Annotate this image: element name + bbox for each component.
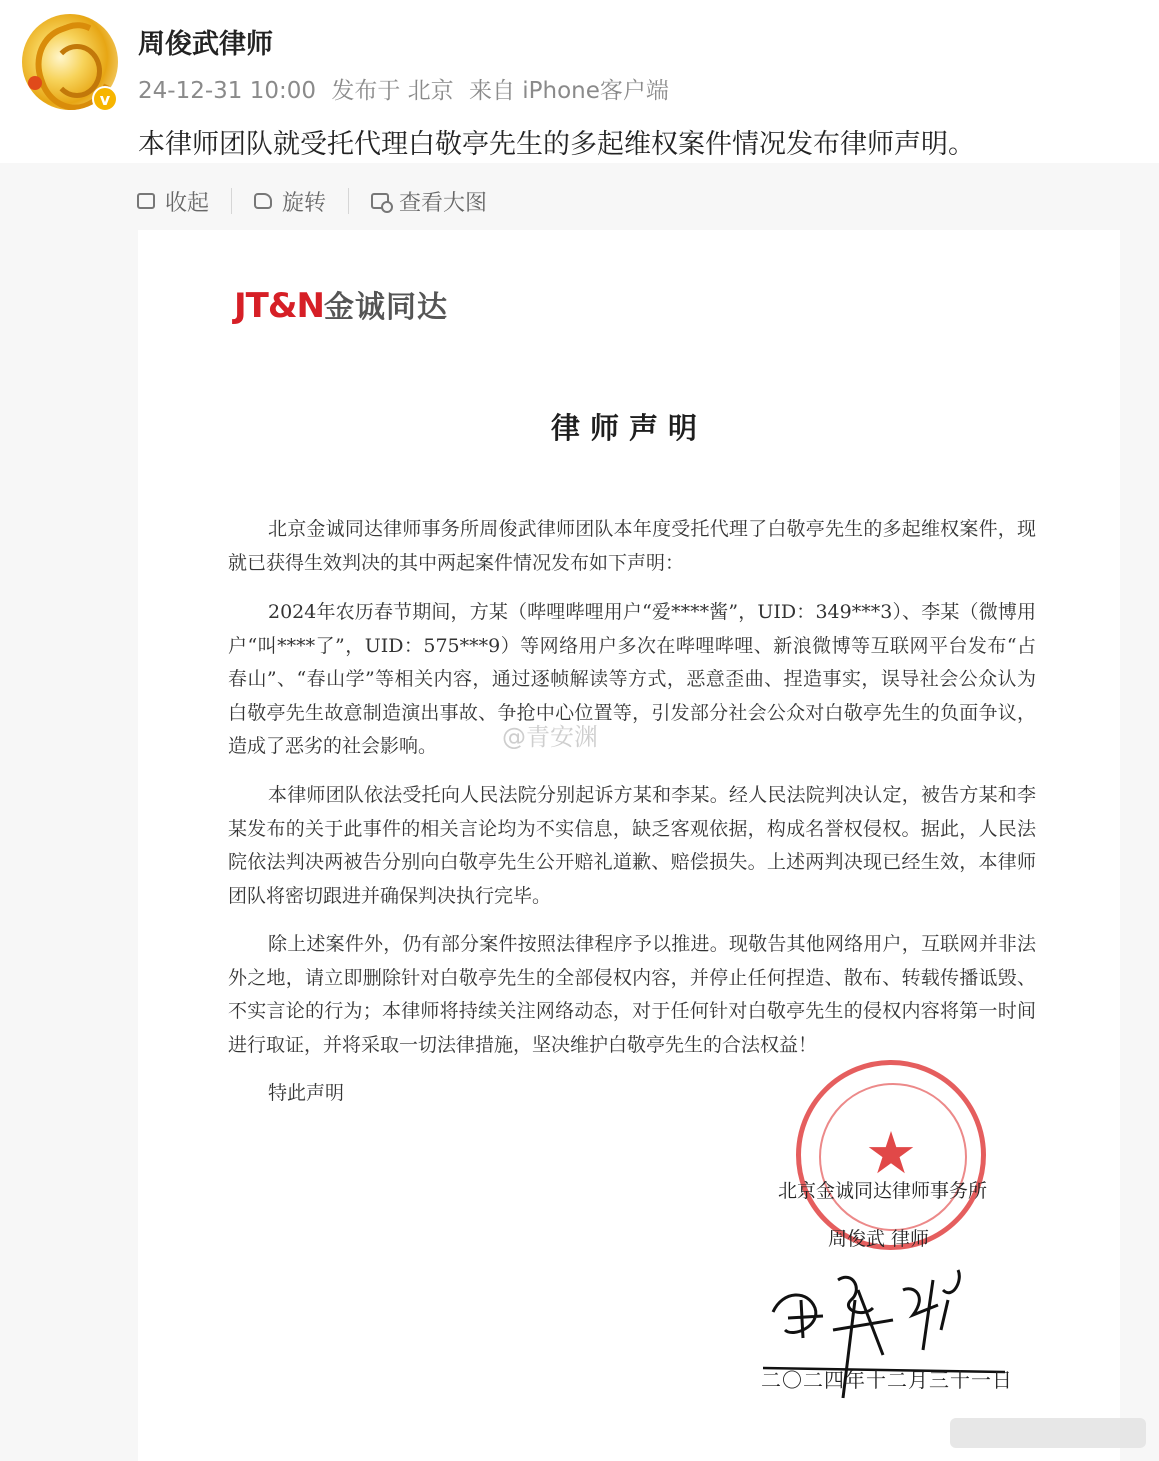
post-location: 发布于 北京 [331, 78, 454, 104]
view-large-button[interactable] [371, 186, 487, 217]
post-time[interactable]: 24-12-31 10:00 [138, 78, 316, 104]
logo-cn: 金诚同达 [323, 290, 448, 325]
post-source: 来自 iPhone客户端 [468, 78, 669, 104]
view-large-icon [371, 193, 389, 209]
image-watermark: @青安渊 [502, 723, 598, 751]
paragraph-3: 本律师团队依法受托向人民法院分别起诉方某和李某。经人民法院判决认定，被告方某和李某发布的关于此事件的相关言论均为不实信息，缺乏客观依据，构成名誉权侵权。据此，人民法院依法判决两被告分别向白敬亭先生公开赔礼道歉、赔偿损失。上述两判决现已经生效，本律师团队将密切跟进并确保判决执行完毕。 [228, 784, 1036, 907]
official-seal [796, 1060, 986, 1250]
collapse-button[interactable] [137, 186, 209, 217]
paragraph-2: 2024年农历春节期间，方某（哔哩哔哩用户“爱****酱”，UID：349***3）、李某（微博用户“叫****了”，UID：575***9）等网络用户多次在哔哩哔哩、新浪微博等互联网平台发布“占春山”、“春山学”等相关内容，通过逐帧解读等方式，恶意歪曲、捏造事实，误导社会公众认为白敬亭先生故意制造演出事故、争抢中心位置等，引发部分社会公众对白敬亭先生的负面争议，造成了恶劣的社会影响。 [228, 601, 1036, 757]
star-icon: ★ [865, 1119, 917, 1187]
toolbar-divider [348, 188, 349, 214]
collapse-label: 收起 [165, 190, 210, 216]
statement-image[interactable] [138, 230, 1120, 1461]
rotate-icon [254, 193, 272, 209]
image-toolbar [137, 185, 487, 217]
statement-date: 二〇二四年十二月三十一日 [761, 1368, 1013, 1392]
paragraph-1: 北京金诚同达律师事务所周俊武律师团队本年度受托代理了白敬亭先生的多起维权案件，现就已获得生效判决的其中两起案件情况发布如下声明： [228, 518, 1036, 574]
logo-en: JT&N [234, 286, 324, 326]
pearl-icon [28, 76, 42, 90]
lawyer-name: 周俊武 律师 [828, 1228, 930, 1250]
verified-badge-icon: v [92, 86, 118, 112]
document-title: 律师声明 [550, 411, 707, 445]
username[interactable]: 周俊武律师 [138, 29, 273, 60]
rotate-button[interactable] [254, 186, 326, 217]
rotate-label: 旋转 [282, 190, 327, 216]
closing-text: 特此声明 [268, 1082, 345, 1104]
view-large-label: 查看大图 [399, 190, 488, 216]
bottom-watermark [950, 1418, 1146, 1448]
firm-name: 北京金诚同达律师事务所 [778, 1180, 988, 1202]
firm-logo [234, 282, 448, 326]
paragraph-4: 除上述案件外，仍有部分案件按照法律程序予以推进。现敬告其他网络用户，互联网并非法外之地，请立即删除针对白敬亭先生的全部侵权内容，并停止任何捏造、散布、转载传播诋毁、不实言论的行为；本律师将持续关注网络动态，对于任何针对白敬亭先生的侵权内容将第一时间进行取证，并将采取一切法律措施，坚决维护白敬亭先生的合法权益！ [228, 933, 1036, 1056]
post-text: 本律师团队就受托代理白敬亭先生的多起维权案件情况发布律师声明。 [138, 129, 975, 160]
collapse-icon [137, 193, 155, 209]
post-meta [138, 72, 677, 105]
toolbar-divider [231, 188, 232, 214]
